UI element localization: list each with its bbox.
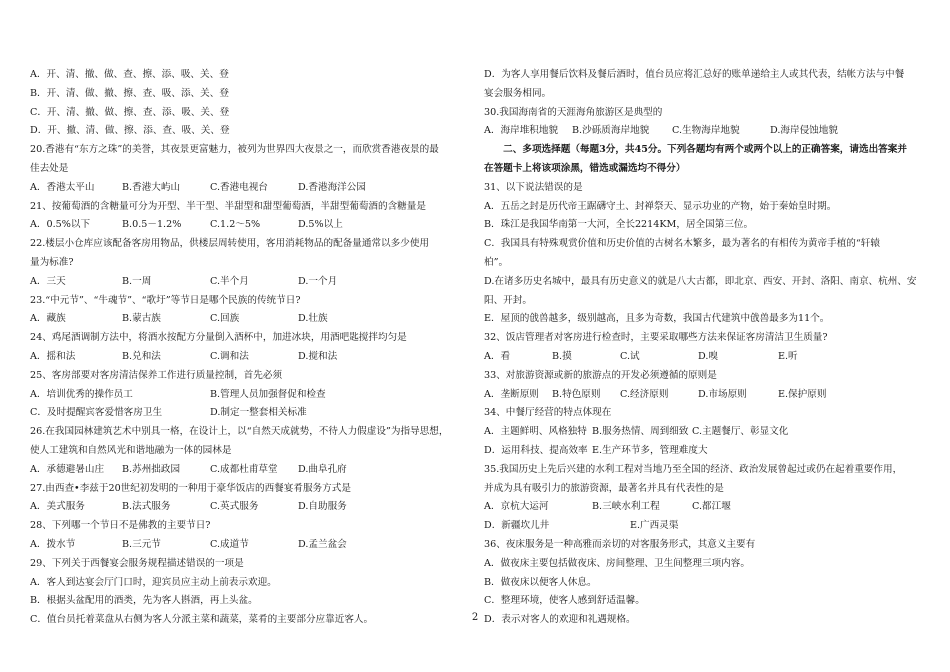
text-line: C．整理环境，使客人感到舒适温馨。	[484, 595, 645, 607]
option-text: C.回族	[210, 313, 240, 325]
option-text: A．藏族	[30, 313, 66, 325]
option-text: A．承德避暑山庄	[30, 463, 105, 475]
option-text: C.都江堰	[692, 501, 731, 513]
option-text: B.蒙古族	[122, 313, 161, 325]
option-text: D.壮族	[298, 313, 328, 325]
option-row	[30, 386, 450, 405]
text-line: C．值台员托着菜盘从右侧为客人分派主菜和蔬菜，菜肴的主要部分应靠近客人。	[30, 614, 374, 626]
option-row	[484, 517, 924, 536]
text-line: 26.在我国园林建筑艺术中别具一格，在设计上，以“自然天成就势，不待人力假虚设”为指导思想，	[30, 426, 449, 438]
text-line: 25、客房部要对客房清洁保养工作进行质量控制，首先必须	[30, 369, 283, 381]
option-text: D．运用科技、提高效率	[484, 444, 588, 456]
option-text: A．海岸堆积地貌	[484, 125, 559, 137]
option-text: A．培训优秀的操作员工	[30, 388, 133, 400]
text-line: D．表示对客人的欢迎和礼遇规格。	[484, 614, 636, 626]
option-row	[484, 498, 924, 517]
text-line: 21、按葡萄酒的含糖量可分为开型、半干型、半甜型和甜型葡萄酒，半甜型葡萄酒的含糖量是	[30, 200, 426, 212]
option-text: C.生物海岸地貌	[672, 125, 740, 137]
option-text: C.试	[620, 350, 640, 362]
option-text: A．拨水节	[30, 538, 76, 550]
option-text: D.香港海洋公园	[298, 181, 366, 193]
option-text: A．美式服务	[30, 501, 85, 513]
option-text: B.服务热情、周到细致	[592, 426, 689, 438]
text-line: 32、饭店管理者对客房进行检查时，主要采取哪些方法来保证客房清洁卫生质量?	[484, 332, 828, 344]
option-text: A．0.5%以下	[30, 219, 91, 231]
text-line: D.在诸多历史名城中，最具有历史意义的就是八大古都，即北京、西安、开封、洛阳、南京、杭州、安	[484, 275, 917, 287]
option-text: A．摇和法	[30, 350, 76, 362]
text-line: 佳去处是	[30, 162, 69, 174]
option-text: D.海岸侵蚀地貌	[770, 125, 838, 137]
option-text: A．看	[484, 350, 511, 362]
text-line: B．根据头盆配用的酒类，先为客人斟酒，再上头盆。	[30, 595, 258, 607]
text-line: 36、夜床服务是一种高雅而亲切的对客服务形式，其意义主要有	[484, 538, 756, 550]
option-text: A．垄断原则	[484, 388, 539, 400]
option-text: C.成都杜甫草堂	[210, 463, 278, 475]
text-line: 24、鸡尾酒调制方法中，将酒水按配方分量倒入酒杯中，加进冰块，用酒吧匙搅拌均匀是	[30, 332, 407, 344]
text-line: 二、多项选择题（每题3分，共45分。下列各题均有两个或两个以上的正确答案，请选出答案并	[484, 144, 907, 156]
text-line: 并成为具有吸引力的旅游资源，最著名并具有代表性的是	[484, 482, 724, 494]
text-line: A．开、清、撤、做、查、擦、添、吸、关、登	[30, 69, 229, 80]
option-text: D.5%以上	[298, 219, 343, 231]
left-column	[30, 66, 450, 630]
option-text: E.保护原则	[778, 388, 827, 400]
option-text: B.管理人员加强督促和检查	[210, 388, 326, 400]
option-row	[30, 404, 450, 423]
text-line: 28、下列哪一个节日不是佛教的主要节日?	[30, 520, 211, 532]
option-text: C.香港电视台	[210, 181, 269, 193]
text-line: 33、对旅游资源或新的旅游点的开发必须遵循的原则是	[484, 369, 717, 381]
text-line: 27.由西查•李兹于20世纪初发明的一种用于豪华饭店的西餐宴肴服务方式是	[30, 482, 351, 494]
option-text: B.0.5－1.2%	[122, 219, 182, 231]
option-row	[484, 386, 924, 405]
page-number: 2	[471, 612, 479, 623]
text-line: 23.“中元节”、“牛魂节”、“歌圩”等节日是哪个民族的传统节日?	[30, 294, 301, 306]
text-line: B．珠江是我国华南第一大河，全长2214KM，居全国第三位。	[484, 219, 754, 231]
option-row	[484, 122, 924, 141]
option-row	[30, 273, 450, 292]
text-line: C．开、清、撤、做、擦、查、添、吸、关、登	[30, 106, 230, 118]
text-line: 35.我国历史上先后兴建的水利工程对当地乃至全国的经济、政治发展曾起过或仍在起着重要作用，	[484, 463, 903, 475]
text-line: D．为客人享用餐后饮料及餐后酒时，值台员应将汇总好的账单递给主人或其代表，结帐方法与中餐	[484, 69, 905, 80]
option-text	[692, 442, 832, 461]
option-text: B.沙砾质海岸地貌	[572, 125, 650, 137]
text-line: E．屋顶的戗兽越多，级别越高，且多为奇数，我国古代建筑中戗兽最多为11个。	[484, 313, 830, 325]
option-row	[30, 461, 450, 480]
option-text: B.苏州拙政园	[122, 463, 181, 475]
text-line: 29、下列关于西餐宴会服务规程描述错误的一项是	[30, 557, 244, 569]
text-line: 量为标准?	[30, 256, 74, 268]
option-text: B.三峡水利工程	[592, 501, 660, 513]
text-line: A．做夜床主要包括做夜床、房间整理、卫生间整理三项内容。	[484, 557, 750, 569]
option-text: C.半个月	[210, 275, 249, 287]
text-line: C．我国具有特殊观赏价值和历史价值的古树名木繁多，最为著名的有相传为黄帝手植的“轩辕	[484, 238, 880, 250]
option-row	[30, 348, 450, 367]
option-text: C．及时提醒宾客爱惜客房卫生	[30, 407, 163, 419]
text-line: B．做夜床以便客人休息。	[484, 576, 597, 588]
option-text: D.制定一整套相关标准	[210, 407, 307, 419]
option-row	[484, 442, 924, 461]
text-line: B．开、清、做、撤、擦、查、吸、添、关、登	[30, 87, 229, 99]
text-line: D．开、撤、清、做、擦、添、查、吸、关、登	[30, 125, 230, 137]
option-row	[30, 310, 450, 329]
option-text: D.一个月	[298, 275, 338, 287]
text-line: 柏”。	[484, 256, 509, 268]
option-text: C.经济原则	[620, 388, 669, 400]
option-text: B.摸	[552, 350, 572, 362]
text-line: 34、中餐厅经营的特点体现在	[484, 407, 612, 419]
option-text: E.广西灵渠	[630, 520, 679, 532]
option-text: D.自助服务	[298, 501, 347, 513]
option-row	[30, 179, 450, 198]
option-text: D.孟兰盆会	[298, 538, 347, 550]
option-text: B.三元节	[122, 538, 161, 550]
text-line: 20.香港有“东方之珠”的美誉，其夜景更富魅力，被列为世界四大夜景之一，而欣赏香港夜景的最	[30, 144, 439, 156]
option-text: C.1.2～5%	[210, 219, 261, 231]
option-text: B.兑和法	[122, 350, 161, 362]
text-line: A．五岳之封是历代帝王踞礴守土、封禅祭天、显示功业的产物，始于秦始皇时期。	[484, 200, 837, 212]
option-row	[484, 423, 924, 442]
option-text: A．主题鲜明、风格独特	[484, 426, 587, 438]
option-text: A．三天	[30, 275, 66, 287]
option-text: D.嗅	[698, 350, 718, 362]
option-text: B.法式服务	[122, 501, 171, 513]
text-line: 22.楼层小仓库应该配备客房用物品，供楼层周转使用，客用消耗物品的配备量通常以多少使用	[30, 238, 430, 250]
text-line: 使人工建筑和自然风光和谐地融为一体的园林是	[30, 444, 232, 456]
text-line: 宴会服务相同。	[484, 87, 552, 99]
option-text: B.一周	[122, 275, 152, 287]
text-line: 阳、开封。	[484, 294, 532, 306]
option-text: A．京杭大运河	[484, 501, 549, 513]
option-text: A．香港太平山	[30, 181, 95, 193]
option-row	[484, 348, 924, 367]
option-text: C.英式服务	[210, 501, 259, 513]
option-text: C.调和法	[210, 350, 249, 362]
text-line: A．客人到达宴会厅门口时，迎宾员应主动上前表示欢迎。	[30, 576, 277, 588]
option-text: E.生产环节多，管理难度大	[592, 444, 708, 456]
right-column	[484, 66, 924, 630]
text-line: 31、以下说法错误的是	[484, 181, 583, 193]
option-text: D．新疆坎儿井	[484, 520, 550, 532]
option-row	[30, 216, 450, 235]
option-row	[30, 498, 450, 517]
option-text: B.香港大屿山	[122, 181, 181, 193]
option-text: C.主题餐厅、彰显文化	[692, 426, 789, 438]
option-row	[30, 536, 450, 555]
text-line: 在答题卡上将该项涂黑，错选或漏选均不得分）	[484, 162, 686, 174]
option-text: D.市场原则	[698, 388, 747, 400]
text-line: 30.我国海南省的天涯海角旅游区是典型的	[484, 106, 663, 118]
option-text: C.成道节	[210, 538, 249, 550]
option-text: D.搅和法	[298, 350, 338, 362]
option-text: B.特色原则	[552, 388, 601, 400]
option-text: E.听	[778, 350, 798, 362]
option-text: D.曲阜孔府	[298, 463, 347, 475]
